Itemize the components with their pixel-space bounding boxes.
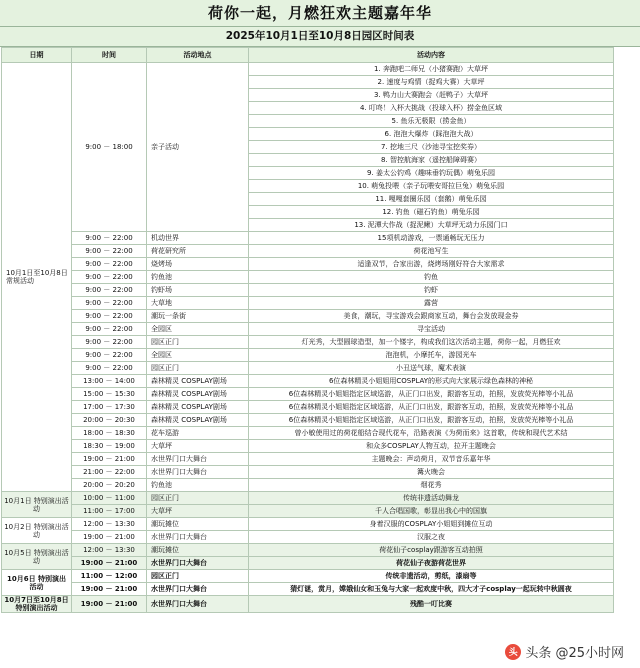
date-cell: 10月7日至10月8日 特别演出活动 xyxy=(2,596,72,613)
time-cell: 9:00 － 22:00 xyxy=(72,271,147,284)
date-cell: 10月5日 特别演出活动 xyxy=(2,544,72,570)
location-cell: 园区正门 xyxy=(147,492,249,505)
content-cell: 6位森林精灵小姐姐指定区域巡游，从正门口出发，跟游客互动，拍照，发放荧光棒等小礼品 xyxy=(249,414,614,427)
table-row xyxy=(2,557,614,570)
content-cell: 13. 泥潭大作战（捉泥鳅）大草坪无动力乐园门口 xyxy=(249,219,614,232)
content-cell: 身着汉服的COSPLAY小姐姐到摊位互动 xyxy=(249,518,614,531)
location-cell: 森林精灵 COSPLAY剧场 xyxy=(147,388,249,401)
content-cell: 小丑送气球，魔术表演 xyxy=(249,362,614,375)
time-cell: 17:00 － 17:30 xyxy=(72,401,147,414)
location-cell: 水世界门口大舞台 xyxy=(147,557,249,570)
time-cell: 20:00 － 20:30 xyxy=(72,414,147,427)
table-row xyxy=(2,349,614,362)
location-cell: 园区正门 xyxy=(147,362,249,375)
location-cell: 水世界门口大舞台 xyxy=(147,596,249,613)
content-cell: 泡泡机，小摩托车，游园光车 xyxy=(249,349,614,362)
header-location: 活动地点 xyxy=(147,48,249,63)
content-cell: 2. 速度与鸡情（捉鸡大赛）大草坪 xyxy=(249,76,614,89)
location-cell: 水世界门口大舞台 xyxy=(147,466,249,479)
time-cell: 9:00 － 22:00 xyxy=(72,245,147,258)
content-cell: 千人合唱国歌，彰显出我心中的国旗 xyxy=(249,505,614,518)
table-row xyxy=(2,531,614,544)
toutiao-logo-icon: 头 xyxy=(505,644,521,660)
location-cell: 水世界门口大舞台 xyxy=(147,583,249,596)
table-row xyxy=(2,258,614,271)
content-cell: 和众多COSPLAY人物互动，拉开主题晚会 xyxy=(249,440,614,453)
content-cell: 美食，潮玩，寻宝游戏会跟商家互动，舞台会发放现金券 xyxy=(249,310,614,323)
table-row xyxy=(2,388,614,401)
header-date: 日期 xyxy=(2,48,72,63)
content-cell: 5. 鱼乐无极限（捞金鱼） xyxy=(249,115,614,128)
location-cell: 机动世界 xyxy=(147,232,249,245)
table-row xyxy=(2,440,614,453)
location-cell: 潮玩摊位 xyxy=(147,518,249,531)
time-cell: 11:00 － 12:00 xyxy=(72,570,147,583)
content-cell: 寻宝活动 xyxy=(249,323,614,336)
table-row xyxy=(2,271,614,284)
location-cell: 烧烤场 xyxy=(147,258,249,271)
content-cell: 传统非遗活动，剪纸，漆扇等 xyxy=(249,570,614,583)
content-cell: 11. 嘎嘎套圈乐园（套鹅）萌兔乐园 xyxy=(249,193,614,206)
date-cell: 10月1日至10月8日常规活动 xyxy=(2,63,72,492)
content-cell: 残酷一叮比赛 xyxy=(249,596,614,613)
table-row xyxy=(2,63,614,76)
location-cell: 水世界门口大舞台 xyxy=(147,453,249,466)
watermark xyxy=(501,641,628,662)
content-cell: 4. 叮咚！入杯大挑战（投球入杯）捞金鱼区域 xyxy=(249,102,614,115)
time-cell: 15:00 － 15:30 xyxy=(72,388,147,401)
location-cell: 潮玩摊位 xyxy=(147,544,249,557)
location-cell: 大草坪 xyxy=(147,505,249,518)
page-title: 荷你一起，月燃狂欢主题嘉年华 xyxy=(0,0,640,27)
content-cell: 烟花秀 xyxy=(249,479,614,492)
content-cell: 汉服之夜 xyxy=(249,531,614,544)
time-cell: 12:00 － 13:30 xyxy=(72,544,147,557)
content-cell: 8. 智控航海家（遥控船障碍赛） xyxy=(249,154,614,167)
time-cell: 21:00 － 22:00 xyxy=(72,466,147,479)
table-row xyxy=(2,466,614,479)
time-cell: 9:00 － 22:00 xyxy=(72,284,147,297)
table-row xyxy=(2,362,614,375)
table-row xyxy=(2,492,614,505)
table-row xyxy=(2,505,614,518)
table-row xyxy=(2,232,614,245)
date-cell: 10月2日 特别演出活动 xyxy=(2,518,72,544)
time-cell: 9:00 － 22:00 xyxy=(72,362,147,375)
content-cell: 主题晚会：声动荷月，双节音乐嘉年华 xyxy=(249,453,614,466)
content-cell: 曾小敏使用过的荷花船结合现代花车，沿路表演《为荷而来》这首歌，传统和现代艺术结 xyxy=(249,427,614,440)
location-cell: 森林精灵 COSPLAY剧场 xyxy=(147,414,249,427)
time-cell: 19:00 － 21:00 xyxy=(72,596,147,613)
content-cell: 传统非遗活动舞龙 xyxy=(249,492,614,505)
table-row xyxy=(2,596,614,613)
location-cell: 园区正门 xyxy=(147,570,249,583)
location-cell: 全园区 xyxy=(147,349,249,362)
location-cell: 森林精灵 COSPLAY剧场 xyxy=(147,375,249,388)
table-header-row xyxy=(2,48,614,63)
content-cell: 6位森林精灵小姐姐用COSPLAY的形式向大家展示绿色森林的神秘 xyxy=(249,375,614,388)
content-cell: 荷花仙子cosplay跟游客互动拍照 xyxy=(249,544,614,557)
table-row xyxy=(2,453,614,466)
table-row xyxy=(2,427,614,440)
time-cell: 19:00 － 21:00 xyxy=(72,583,147,596)
time-cell: 20:00 － 20:20 xyxy=(72,479,147,492)
content-cell: 荷花仙子夜游荷花世界 xyxy=(249,557,614,570)
content-cell: 6. 泡泡大爆炸（踩泡泡大战） xyxy=(249,128,614,141)
time-cell: 9:00 － 22:00 xyxy=(72,258,147,271)
table-row xyxy=(2,245,614,258)
time-cell: 13:00 － 14:00 xyxy=(72,375,147,388)
location-cell: 大草地 xyxy=(147,297,249,310)
content-cell: 9. 姜太公钓鸡（趣味垂钓玩偶）萌兔乐园 xyxy=(249,167,614,180)
table-row xyxy=(2,310,614,323)
content-cell: 6位森林精灵小姐姐指定区域巡游，从正门口出发，跟游客互动，拍照，发放荧光棒等小礼品 xyxy=(249,388,614,401)
content-cell: 10. 萌兔投喂（亲子玩喂安哥拉巨兔）萌兔乐园 xyxy=(249,180,614,193)
content-cell: 3. 鸭力山大赛跑会（赶鸭子）大草坪 xyxy=(249,89,614,102)
location-cell: 钓鱼池 xyxy=(147,271,249,284)
location-cell: 荷花研究所 xyxy=(147,245,249,258)
content-cell: 钓鱼 xyxy=(249,271,614,284)
table-row xyxy=(2,297,614,310)
table-row xyxy=(2,570,614,583)
table-row xyxy=(2,414,614,427)
content-cell: 12. 钓鱼（磁石钓鱼）萌兔乐园 xyxy=(249,206,614,219)
content-cell: 钓虾 xyxy=(249,284,614,297)
content-cell: 6位森林精灵小姐姐指定区域巡游，从正门口出发，跟游客互动，拍照，发放荧光棒等小礼品 xyxy=(249,401,614,414)
table-row xyxy=(2,401,614,414)
time-cell: 11:00 － 17:00 xyxy=(72,505,147,518)
schedule-body xyxy=(2,63,614,613)
time-cell: 9:00 － 22:00 xyxy=(72,232,147,245)
time-cell: 12:00 － 13:30 xyxy=(72,518,147,531)
content-cell: 猜灯谜，赏月，嫦娥仙女和玉兔与大家一起欢度中秋，四大才子cosplay一起玩转中秋圆夜 xyxy=(249,583,614,596)
header-content: 活动内容 xyxy=(249,48,614,63)
table-row xyxy=(2,336,614,349)
content-cell: 荷花池写生 xyxy=(249,245,614,258)
table-row xyxy=(2,583,614,596)
time-cell: 10:00 － 11:00 xyxy=(72,492,147,505)
time-cell: 18:00 － 18:30 xyxy=(72,427,147,440)
location-cell: 全园区 xyxy=(147,323,249,336)
content-cell: 适逢双节，合家出游，烧烤场刚好符合大家需求 xyxy=(249,258,614,271)
date-cell: 10月6日 特别演出活动 xyxy=(2,570,72,596)
schedule-table xyxy=(1,47,614,613)
time-cell: 9:00 － 22:00 xyxy=(72,310,147,323)
content-cell: 1. 奔跑吧二师兄（小猪赛跑）大草坪 xyxy=(249,63,614,76)
time-cell: 9:00 － 18:00 xyxy=(72,63,147,232)
time-cell: 19:00 － 21:00 xyxy=(72,557,147,570)
table-row xyxy=(2,284,614,297)
table-row xyxy=(2,518,614,531)
table-row xyxy=(2,323,614,336)
watermark-text: 头条 @25小时网 xyxy=(525,646,624,661)
table-row xyxy=(2,375,614,388)
time-cell: 9:00 － 22:00 xyxy=(72,323,147,336)
header-time: 时间 xyxy=(72,48,147,63)
location-cell: 水世界门口大舞台 xyxy=(147,531,249,544)
location-cell: 园区正门 xyxy=(147,336,249,349)
table-row xyxy=(2,544,614,557)
content-cell: 灯光秀，大型圆球造型，加一个镂字，构成我们这次活动主题，荷你一起，月燃狂欢 xyxy=(249,336,614,349)
date-cell: 10月1日 特别演出活动 xyxy=(2,492,72,518)
location-cell: 森林精灵 COSPLAY剧场 xyxy=(147,401,249,414)
location-cell: 大草坪 xyxy=(147,440,249,453)
location-cell: 钓鱼池 xyxy=(147,479,249,492)
time-cell: 9:00 － 22:00 xyxy=(72,297,147,310)
location-cell: 花车巡游 xyxy=(147,427,249,440)
content-cell: 露营 xyxy=(249,297,614,310)
time-cell: 18:30 － 19:00 xyxy=(72,440,147,453)
content-cell: 7. 挖地三尺（沙池寻宝挖奖券） xyxy=(249,141,614,154)
content-cell: 篝火晚会 xyxy=(249,466,614,479)
location-cell: 潮玩一条街 xyxy=(147,310,249,323)
time-cell: 9:00 － 22:00 xyxy=(72,349,147,362)
location-cell: 钓虾场 xyxy=(147,284,249,297)
page-subtitle: 2025年10月1日至10月8日园区时间表 xyxy=(0,27,640,47)
time-cell: 9:00 － 22:00 xyxy=(72,336,147,349)
table-row xyxy=(2,479,614,492)
content-cell: 15项机动游戏，一票通畅玩无压力 xyxy=(249,232,614,245)
time-cell: 19:00 － 21:00 xyxy=(72,453,147,466)
location-cell: 亲子活动 xyxy=(147,63,249,232)
time-cell: 19:00 － 21:00 xyxy=(72,531,147,544)
